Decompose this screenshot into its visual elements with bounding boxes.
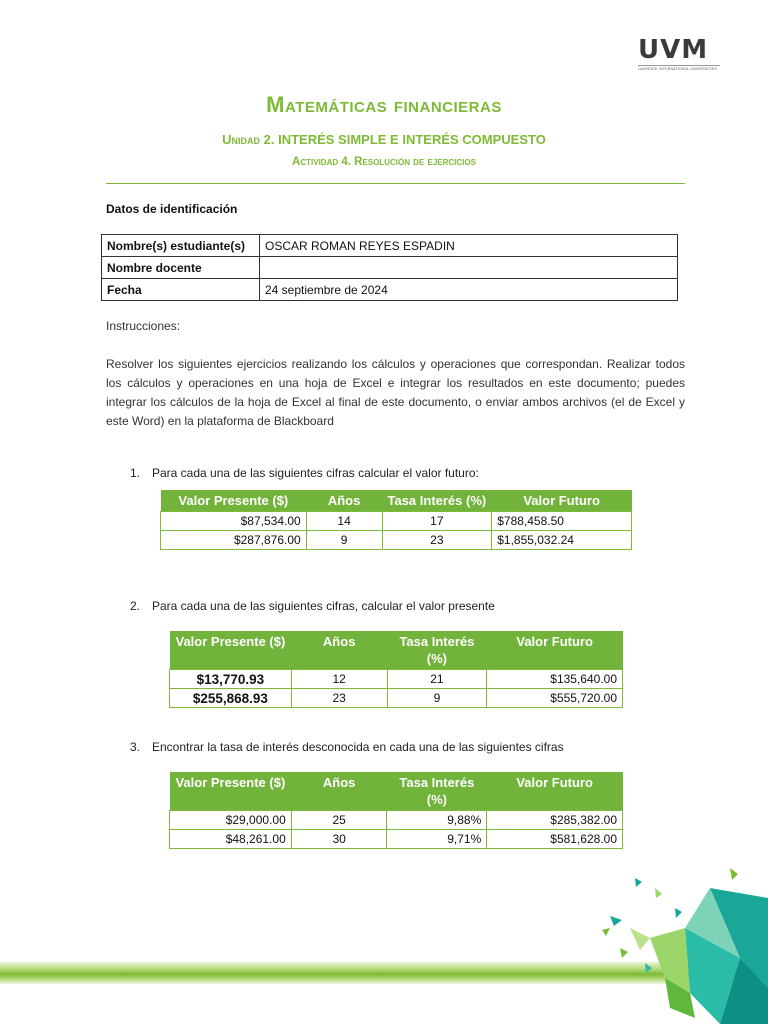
table-row bbox=[170, 830, 623, 849]
question-2 bbox=[130, 599, 495, 613]
instructions-label: Instrucciones: bbox=[106, 319, 181, 333]
table-row bbox=[170, 670, 623, 689]
decor-shape bbox=[645, 963, 652, 973]
header-divider bbox=[106, 183, 685, 184]
table-cell: 9 bbox=[306, 531, 382, 550]
question-3 bbox=[130, 740, 564, 754]
table-cell: $255,868.93 bbox=[170, 689, 292, 708]
col-header: Tasa Interés (%) bbox=[382, 490, 492, 512]
table-cell: $788,458.50 bbox=[492, 512, 632, 531]
col-header: Valor Presente ($) bbox=[170, 631, 292, 670]
identification-heading: Datos de identificación bbox=[106, 202, 238, 216]
table-cell: 23 bbox=[291, 689, 387, 708]
table-cell: 23 bbox=[382, 531, 492, 550]
table-header-row bbox=[170, 631, 623, 670]
decor-shape bbox=[620, 948, 628, 958]
question-text: Encontrar la tasa de interés desconocida en cada una de las siguientes cifras bbox=[152, 740, 564, 754]
col-header: Años bbox=[291, 631, 387, 670]
table-header-row bbox=[161, 490, 632, 512]
decor-shape bbox=[730, 868, 738, 880]
col-header: Años bbox=[291, 772, 387, 811]
table-cell: 9 bbox=[387, 689, 487, 708]
col-header: Valor Presente ($) bbox=[170, 772, 292, 811]
table-cell: 14 bbox=[306, 512, 382, 531]
student-label: Nombre(s) estudiante(s) bbox=[102, 235, 260, 257]
future-value-table bbox=[160, 490, 632, 550]
table-header-row bbox=[170, 772, 623, 811]
decor-shape bbox=[635, 878, 642, 887]
question-text: Para cada una de las siguientes cifras calcular el valor futuro: bbox=[152, 466, 479, 480]
question-text: Para cada una de las siguientes cifras, calcular el valor presente bbox=[152, 599, 495, 613]
table-row bbox=[102, 279, 678, 301]
decor-shape bbox=[610, 916, 622, 926]
question-number: 3. bbox=[130, 740, 141, 754]
uvm-logo bbox=[638, 36, 720, 72]
col-header: Tasa Interés (%) bbox=[387, 772, 487, 811]
table-cell: 9,71% bbox=[387, 830, 487, 849]
logo-text: UVM bbox=[638, 35, 709, 65]
table-cell: 9,88% bbox=[387, 811, 487, 830]
unit-subtitle: Unidad 2. INTERÉS SIMPLE E INTERÉS COMPUESTO bbox=[222, 132, 546, 147]
table-cell: $13,770.93 bbox=[170, 670, 292, 689]
table-cell: $135,640.00 bbox=[487, 670, 623, 689]
decorative-polygons bbox=[590, 868, 768, 1024]
question-number: 2. bbox=[130, 599, 141, 613]
table-cell: 12 bbox=[291, 670, 387, 689]
logo-tagline: LAUREATE INTERNATIONAL UNIVERSITIES bbox=[638, 65, 720, 71]
decor-shape bbox=[602, 928, 610, 936]
question-1 bbox=[130, 466, 479, 480]
student-value: OSCAR ROMAN REYES ESPADIN bbox=[260, 235, 678, 257]
col-header: Valor Futuro bbox=[492, 490, 632, 512]
table-cell: $287,876.00 bbox=[161, 531, 307, 550]
date-label: Fecha bbox=[102, 279, 260, 301]
teacher-value bbox=[260, 257, 678, 279]
decor-shape bbox=[675, 908, 682, 918]
table-cell: 25 bbox=[291, 811, 387, 830]
teacher-label: Nombre docente bbox=[102, 257, 260, 279]
question-number: 1. bbox=[130, 466, 141, 480]
table-row bbox=[170, 811, 623, 830]
decor-shape bbox=[655, 888, 662, 898]
col-header: Valor Presente ($) bbox=[161, 490, 307, 512]
activity-subtitle: Actividad 4. Resolución de ejercicios bbox=[292, 156, 476, 168]
present-value-table bbox=[169, 631, 623, 708]
identification-table bbox=[101, 234, 678, 301]
document-title: Matemáticas financieras bbox=[266, 92, 502, 117]
table-cell: $1,855,032.24 bbox=[492, 531, 632, 550]
table-row bbox=[102, 235, 678, 257]
table-cell: $581,628.00 bbox=[487, 830, 623, 849]
table-cell: 17 bbox=[382, 512, 492, 531]
table-cell: $87,534.00 bbox=[161, 512, 307, 531]
table-cell: 21 bbox=[387, 670, 487, 689]
decor-shape bbox=[630, 928, 650, 950]
table-cell: $29,000.00 bbox=[170, 811, 292, 830]
col-header: Años bbox=[306, 490, 382, 512]
col-header: Tasa Interés (%) bbox=[387, 631, 487, 670]
table-cell: $285,382.00 bbox=[487, 811, 623, 830]
date-value: 24 septiembre de 2024 bbox=[260, 279, 678, 301]
table-cell: 30 bbox=[291, 830, 387, 849]
table-row bbox=[161, 512, 632, 531]
col-header: Valor Futuro bbox=[487, 631, 623, 670]
interest-rate-table bbox=[169, 772, 623, 849]
col-header: Valor Futuro bbox=[487, 772, 623, 811]
table-cell: $48,261.00 bbox=[170, 830, 292, 849]
table-row bbox=[170, 689, 623, 708]
table-cell: $555,720.00 bbox=[487, 689, 623, 708]
table-row bbox=[161, 531, 632, 550]
table-row bbox=[102, 257, 678, 279]
instructions-text: Resolver los siguientes ejercicios realizando los cálculos y operaciones que correspondan. Realizar todos los cálculos y operaciones en una hoja de Excel e integrar los resultados en este documento; puedes integrar los cálculos de la hoja de Excel al final de este documento, o enviar ambos archivos (el de Excel y este Word) en la plataforma de Blackboard bbox=[106, 357, 685, 428]
